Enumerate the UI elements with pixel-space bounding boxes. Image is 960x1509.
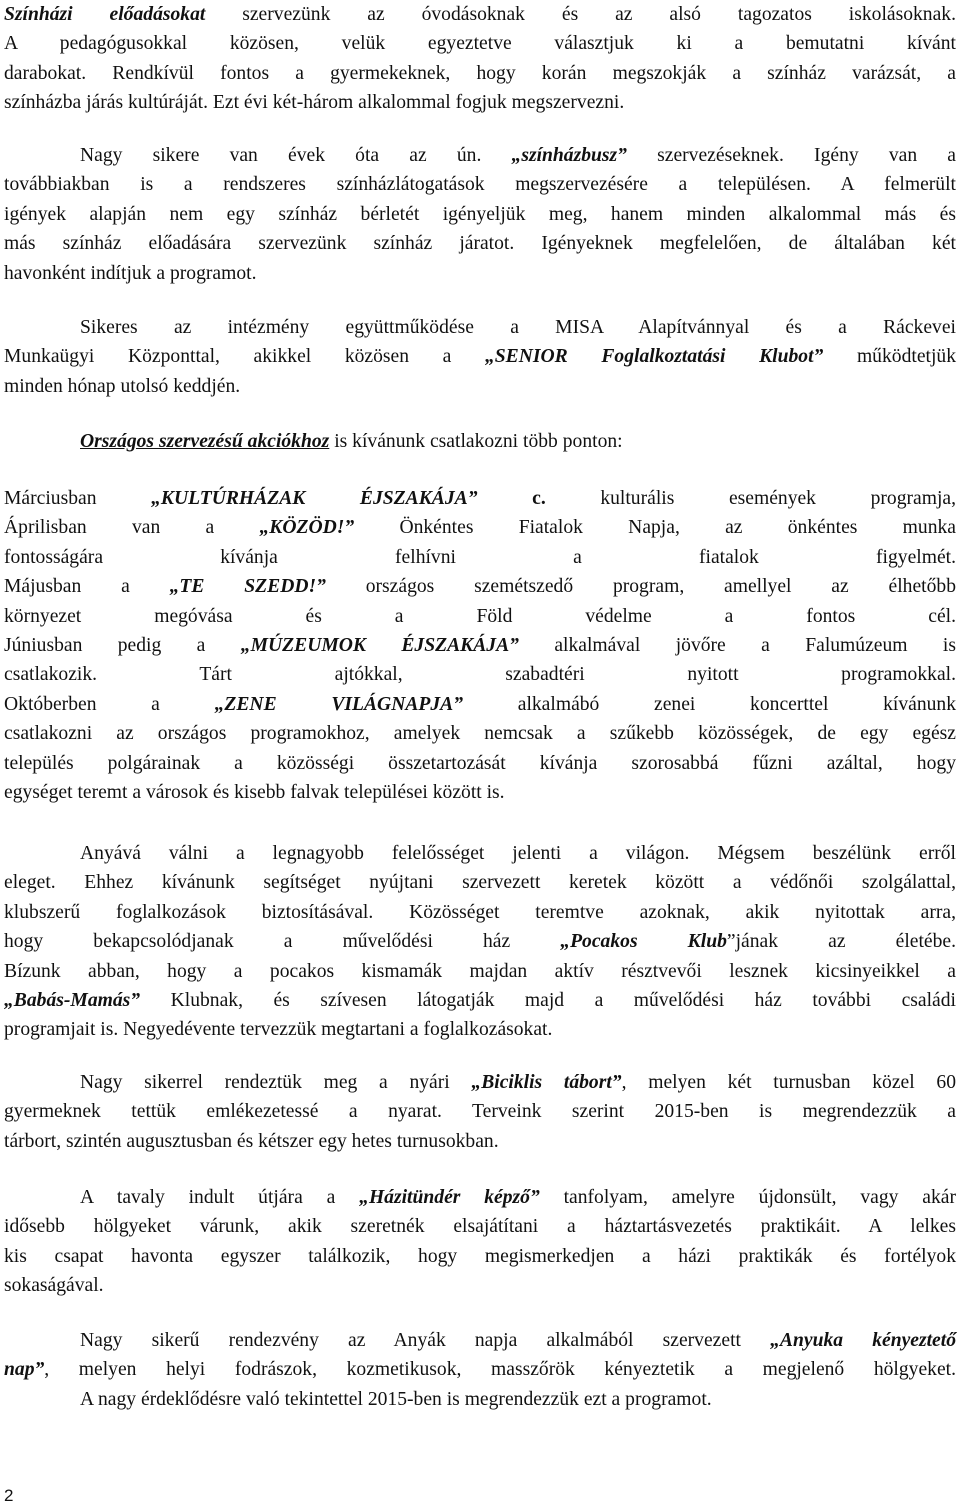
text-line — [4, 839, 956, 868]
text-run: Munkaügyi Központtal, akikkel közösen a — [4, 346, 485, 368]
text-line — [4, 0, 956, 29]
text-run: fontosságára kívánja felhívni a fiatalok figyelmét. — [4, 546, 956, 568]
emphasized-text: Országos szervezésű akciókhoz — [80, 431, 330, 452]
text-run: továbbiakban is a rendszeres színházlátogatások megszervezésére a településen. A felmerült — [4, 174, 956, 196]
text-line — [4, 719, 956, 748]
emphasized-text: „TE SZEDD!” — [169, 576, 326, 598]
emphasized-text: „Pocakos Klub — [560, 931, 727, 953]
text-line — [4, 372, 956, 401]
text-line — [4, 572, 956, 601]
text-run: színházba járás kultúráját. Ezt évi két-három alkalommal fogjuk megszervezni. — [4, 92, 625, 114]
text-line — [4, 898, 956, 927]
text-run: A pedagógusokkal közösen, velük egyeztetve választjuk ki a bemutatni kívánt — [4, 33, 956, 55]
text-run: Márciusban — [4, 488, 152, 509]
text-run: Júniusban pedig a — [4, 635, 241, 657]
text-run: minden hónap utolsó keddjén. — [4, 375, 241, 397]
emphasized-text: „Házitündér képző” — [359, 1187, 540, 1208]
text-line — [4, 927, 956, 956]
emphasized-text: „színházbusz” — [511, 145, 627, 166]
text-line — [4, 313, 956, 342]
text-run: idősebb hölgyeket várunk, akik szeretnék elsajátítani a háztartásvezetés praktikáit. A lelkes — [4, 1216, 956, 1238]
text-line — [4, 1068, 956, 1097]
text-line — [4, 29, 956, 58]
text-line — [4, 543, 956, 572]
text-line — [4, 259, 956, 288]
text-run: más színház előadására szervezünk színház járatot. Igényeknek megfelelően, de általában két — [4, 233, 956, 255]
text-line — [4, 778, 956, 807]
text-run: klubszerű foglalkozások biztosításával. Közösséget teremtve azoknak, akik nyitottak arra, — [4, 901, 956, 923]
emphasized-text: Színházi előadásokat — [4, 4, 206, 25]
text-line — [4, 1015, 956, 1044]
emphasized-text: „Babás-Mamás” — [4, 990, 141, 1012]
text-run: A nagy érdeklődésre való tekintettel 2015-ben is megrendezzük ezt a programot. — [80, 1388, 712, 1410]
emphasized-text: „MÚZEUMOK ÉJSZAKÁJA” — [240, 635, 519, 657]
text-run: programjait is. Negyedévente tervezzük megtartani a foglalkozásokat. — [4, 1019, 553, 1041]
text-line — [4, 602, 956, 631]
text-line — [4, 88, 956, 117]
text-line — [4, 868, 956, 897]
text-run: tanfolyam, amelyre újdonsült, vagy akár — [539, 1187, 956, 1208]
text-run: alkalmával jövőre a Falumúzeum is — [518, 635, 956, 657]
emphasized-text: „KULTÚRHÁZAK ÉJSZAKÁJA” — [151, 488, 478, 509]
paragraph-senior-club — [4, 313, 956, 401]
text-line — [4, 342, 956, 371]
text-run: országos szemétszedő program, amellyel az élhetőbb — [325, 576, 956, 598]
paragraph-theatre-bus — [4, 141, 956, 288]
text-run: alkalmábó zenei koncerttel kívánunk — [463, 693, 957, 715]
text-run: havonként indítjuk a programot. — [4, 262, 257, 284]
text-run: Klubnak, és szívesen látogatják majd a művelődési ház további családi — [140, 990, 956, 1012]
text-run: Májusban a — [4, 576, 170, 598]
text-run: egységet teremt a városok és kisebb falvak települései között is. — [4, 782, 505, 804]
text-line — [4, 631, 956, 660]
text-run: Nagy sikerrel rendeztük meg a nyári — [80, 1072, 472, 1093]
text-line — [4, 513, 956, 542]
text-run: kulturális események programja, — [545, 488, 956, 509]
text-run: Önkéntes Fiatalok Napja, az önkéntes munka — [354, 517, 956, 539]
text-line — [4, 1212, 956, 1241]
text-run: csatlakozni az országos programokhoz, amelyek nemcsak a szűkebb közösségek, de egy egész — [4, 723, 956, 745]
text-run: is kívánunk csatlakozni több ponton: — [329, 431, 623, 452]
text-run: sokaságával. — [4, 1275, 104, 1297]
emphasized-text: „Anyuka kényeztető — [770, 1330, 956, 1351]
text-run: Áprilisban van a — [4, 517, 260, 539]
emphasized-text: c. — [477, 488, 546, 509]
text-run: hogy bekapcsolódjanak a művelődési ház — [4, 931, 561, 953]
text-line — [4, 200, 956, 229]
text-run: gyermeknek tettük emlékezetessé a nyarat. Terveink szerint 2015-ben is megrendezzük a — [4, 1101, 956, 1123]
text-run: település polgárainak a közösségi összetartozását kívánja szorosabbá fűzni azáltal, hogy — [4, 752, 956, 774]
text-run: Sikeres az intézmény együttműködése a MISA Alapítvánnyal és a Ráckevei — [80, 317, 956, 338]
text-run: igények alapján nem egy színház bérletét igényeljük meg, hanem minden alkalommal más és — [4, 203, 956, 225]
paragraph-housekeeping-course — [4, 1183, 956, 1301]
text-line — [4, 1097, 956, 1126]
text-run: eleget. Ehhez kívánunk segítséget nyújtani szervezett keretek között a védőnői szolgálattal, — [4, 872, 956, 894]
emphasized-text: „Biciklis tábort” — [471, 1072, 622, 1093]
page-number: 2 — [4, 1486, 14, 1505]
text-run: Nagy sikerű rendezvény az Anyák napja alkalmából szervezett — [80, 1330, 771, 1351]
text-run: , melyen helyi fodrászok, kozmetikusok, masszőrök kényeztetik a megjelenő hölgyeket. — [44, 1359, 956, 1381]
text-line — [4, 986, 956, 1015]
paragraph-national-actions-intro — [4, 427, 956, 456]
text-run: szervezünk az óvodásoknak és az alsó tagozatos iskolásoknak. — [205, 4, 956, 25]
text-line — [4, 660, 956, 689]
text-run: Bízunk abban, hogy a pocakos kismamák majdan aktív résztvevői lesznek kicsinyeikkel a — [4, 960, 956, 982]
paragraph-mothers-day — [4, 1326, 956, 1414]
paragraph-theatre-performances — [4, 0, 956, 118]
paragraph-national-actions-list — [4, 484, 956, 807]
text-run: tárbort, szintén augusztusban és kétszer egy hetes turnusokban. — [4, 1130, 499, 1152]
text-line — [4, 1271, 956, 1300]
text-line — [4, 427, 956, 456]
emphasized-text: „ZENE VILÁGNAPJA” — [214, 693, 464, 715]
text-run: , melyen két turnusban közel 60 — [621, 1072, 956, 1093]
text-line — [4, 690, 956, 719]
text-line — [4, 957, 956, 986]
text-run: darabokat. Rendkívül fontos a gyermekeknek, hogy korán megszokják a színház varázsát, a — [4, 62, 956, 84]
text-line — [4, 1355, 956, 1384]
text-line — [4, 484, 956, 513]
text-line — [4, 1242, 956, 1271]
emphasized-text: nap” — [4, 1359, 45, 1381]
emphasized-text: „SENIOR Foglalkoztatási Klubot” — [484, 346, 824, 368]
text-run: Októberben a — [4, 693, 215, 715]
paragraph-pocakos-klub — [4, 839, 956, 1045]
text-run: csatlakozik. Tárt ajtókkal, szabadtéri nyitott programokkal. — [4, 664, 956, 686]
text-line — [4, 1326, 956, 1355]
text-line — [4, 1183, 956, 1212]
text-run: szervezéseknek. Igény van a — [626, 145, 956, 166]
paragraph-bicycle-camp — [4, 1068, 956, 1156]
text-run: Nagy sikere van évek óta az ún. — [80, 145, 512, 166]
emphasized-text: „KÖZÖD!” — [259, 517, 355, 539]
text-line — [4, 749, 956, 778]
text-line — [4, 1127, 956, 1156]
text-run: Anyává válni a legnagyobb felelősséget jelenti a világon. Mégsem beszélünk erről — [80, 843, 956, 864]
text-run: környezet megóvása és a Föld védelme a fontos cél. — [4, 605, 956, 627]
text-line — [4, 229, 956, 258]
text-line — [4, 170, 956, 199]
text-run: működtetjük — [823, 346, 956, 368]
text-line — [4, 1385, 956, 1414]
text-run: kis csapat havonta egyszer találkozik, hogy megismerkedjen a házi praktikák és fortélyok — [4, 1245, 956, 1267]
text-line — [4, 141, 956, 170]
text-run: A tavaly indult útjára a — [80, 1187, 360, 1208]
text-run: ”jának az életébe. — [726, 931, 956, 953]
text-line — [4, 59, 956, 88]
